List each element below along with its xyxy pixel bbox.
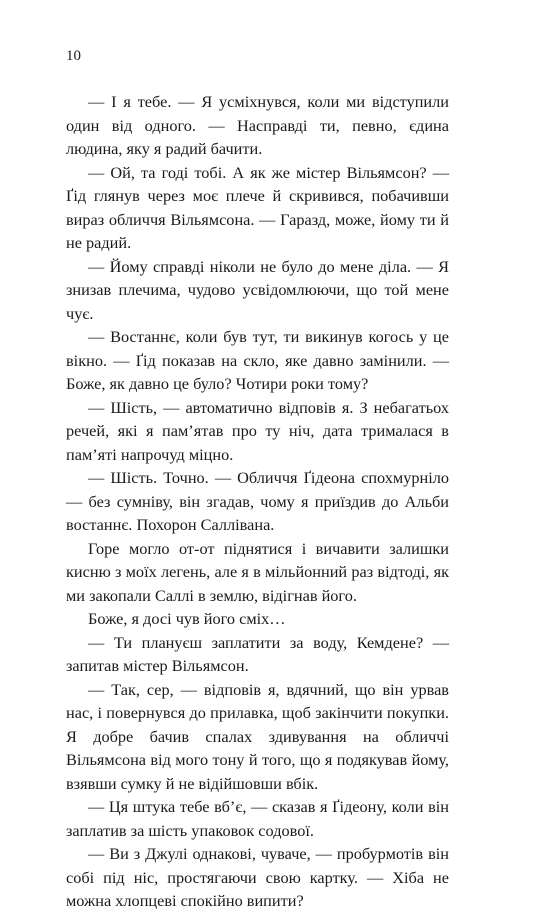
paragraph-5: — Шість, — автоматично відповів я. З небагатьох речей, які я пам’ятав про ту ніч, дата трималася в пам’яті напрочуд міцно. (66, 397, 449, 464)
paragraph-10: — Так, сер, — відповів я, вдячний, що він урвав нас, і повернувся до прилавка, щоб закінчити покупки. Я добре бачив спалах здивування на обличчі Вільямсона від мого тону й того, що я подякував йому, взявши сумку й не відійшовши вбік. (66, 679, 449, 793)
paragraph-12: — Ви з Джулі однакові, чуваче, — пробурмотів він собі під ніс, простягаючи свою картку. — Хіба не можна хлопцеві спокійно випити? (66, 844, 449, 910)
paragraph-6: — Шість. Точно. — Обличчя Ґідеона спохмурніло — без сумніву, він згадав, чому я приїздив до Альби востаннє. Похорон Саллівана. (66, 468, 449, 534)
paragraph-1: — І я тебе. — Я усміхнувся, коли ми відступили один від одного. — Насправді ти, певно, єдина людина, яку я радий бачити. (66, 92, 449, 158)
paragraph-9: — Ти плануєш заплатити за воду, Кемдене? — запитав містер Вільямсон. (66, 632, 449, 675)
paragraph-3: — Йому справді ніколи не було до мене діла. — Я знизав плечима, чудово усвідомлюючи, що той мене чує. (66, 256, 449, 323)
paragraph-8: Боже, я досі чув його сміх… (88, 609, 286, 628)
paragraph-11: — Ця штука тебе вб’є, — сказав я Ґідеону, коли він заплатив за шість упаковок содової. (66, 797, 449, 840)
paragraph-7: Горе могло от-от піднятися і вичавити залишки кисню з моїх легень, але я в мільйонний раз відтоді, як ми закопали Саллі в землю, відігнав його. (66, 538, 449, 605)
paragraph-4: — Востаннє, коли був тут, ти викинув когось у це вікно. — Ґід показав на скло, яке давно замінили. — Боже, як давно це було? Чотири роки тому? (66, 327, 449, 393)
page-number: 10 (66, 48, 81, 64)
body-text (66, 90, 449, 913)
paragraph-2: — Ой, та годі тобі. А як же містер Вільямсон? — Ґід глянув через моє плече й скривився, побачивши вираз обличчя Вільямсона. — Гаразд, може, йому ти й не радий. (66, 162, 449, 252)
